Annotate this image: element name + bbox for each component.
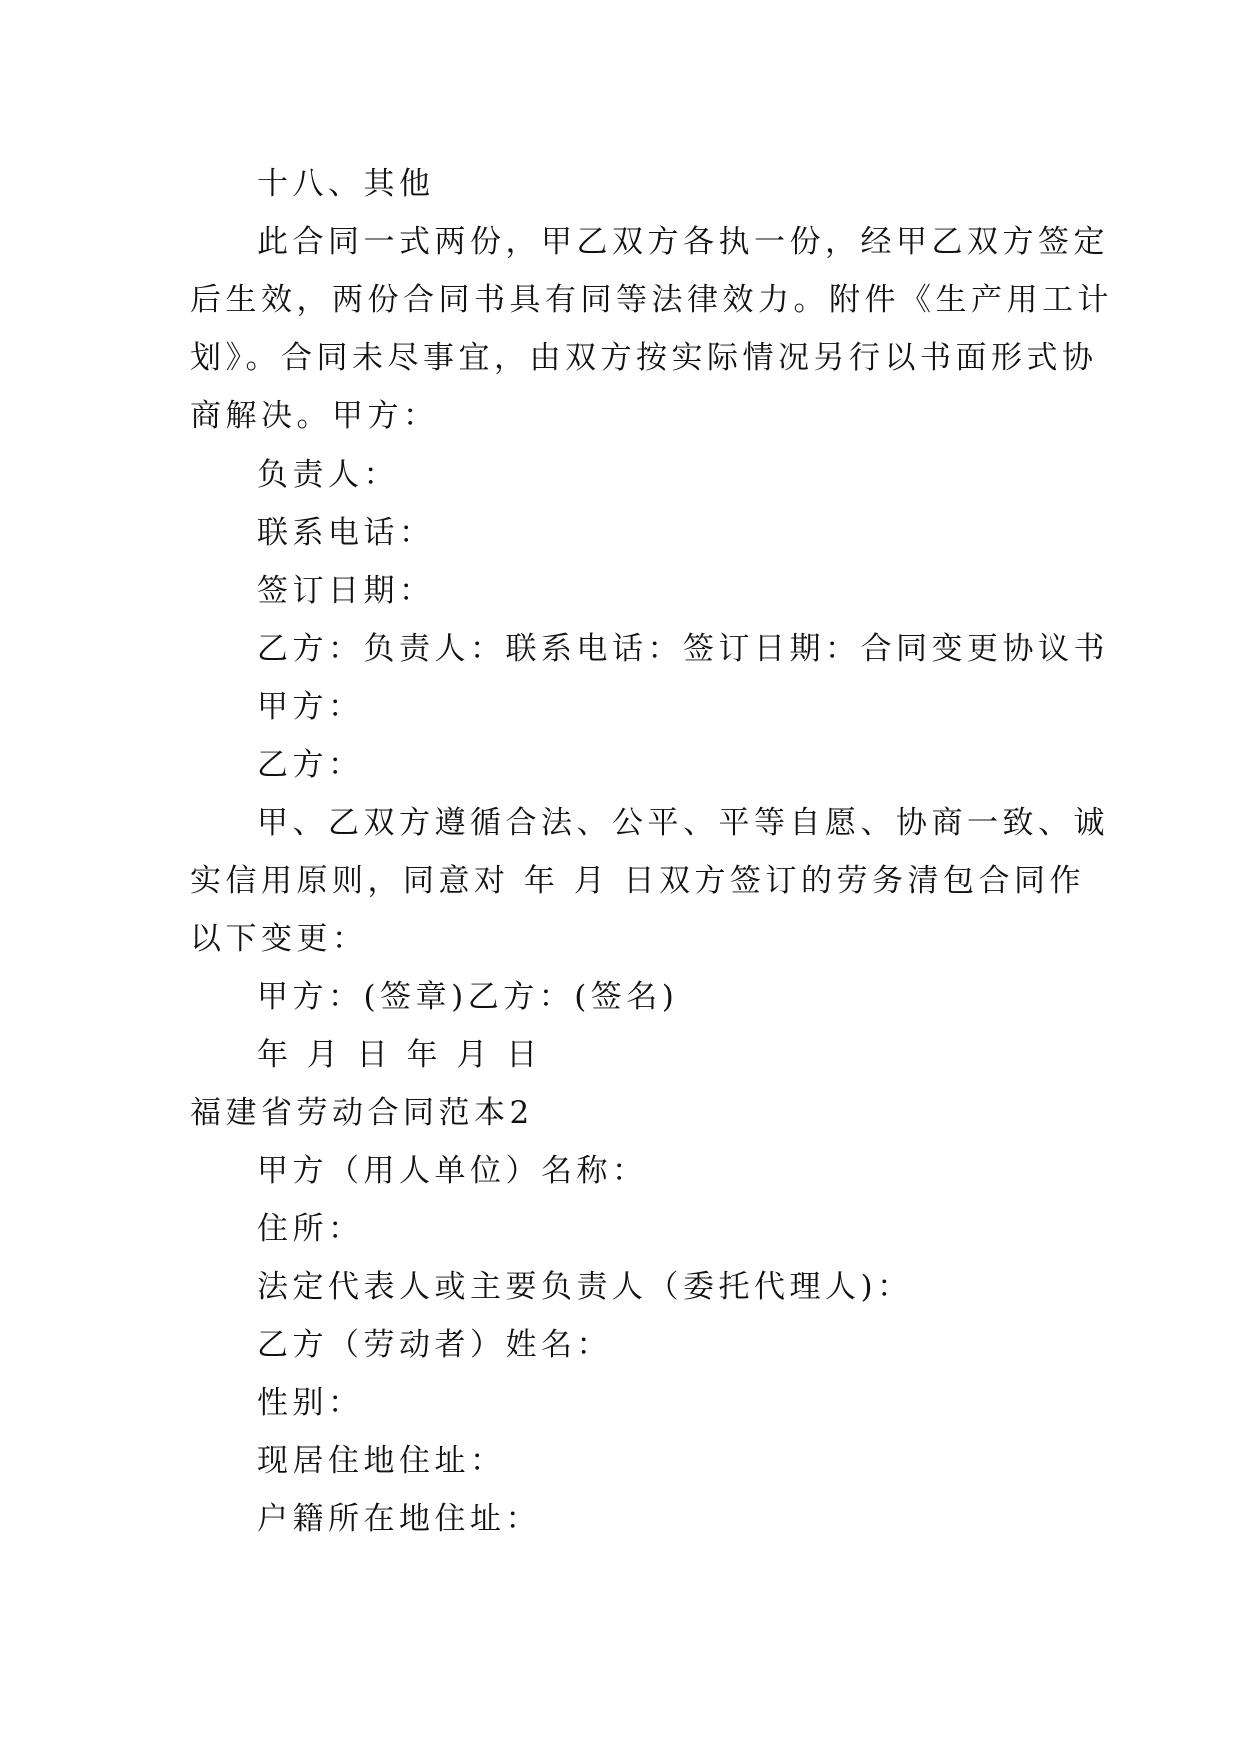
paragraph-line: 商解决。甲方：: [190, 398, 439, 434]
paragraph-line: 以下变更：: [190, 921, 368, 957]
paragraph-line: 甲、乙双方遵循合法、公平、平等自愿、协商一致、诚: [257, 805, 1109, 841]
household-address-label: 户籍所在地住址：: [257, 1501, 541, 1537]
party-b-label: 乙方：: [257, 747, 364, 783]
date-line: 年 月 日 年 月 日: [257, 1037, 542, 1073]
document-title: 福建省劳动合同范本2: [190, 1095, 534, 1131]
signature-line: 甲方：(签章)乙方：(签名): [257, 979, 679, 1015]
party-a-label: 甲方：: [257, 689, 364, 725]
responsible-person-label: 负责人：: [257, 457, 399, 493]
paragraph-line: 后生效，两份合同书具有同等法律效力。附件《生产用工计: [190, 282, 1113, 318]
signing-date-label: 签订日期：: [257, 573, 435, 609]
party-b-info-line: 乙方：负责人：联系电话：签订日期：合同变更协议书: [257, 631, 1109, 667]
paragraph-line: 实信用原则，同意对 年 月 日双方签订的劳务清包合同作: [190, 863, 1086, 899]
legal-representative-label: 法定代表人或主要负责人（委托代理人)：: [257, 1269, 913, 1305]
current-address-label: 现居住地住址：: [257, 1443, 506, 1479]
employee-name-label: 乙方（劳动者）姓名：: [257, 1327, 612, 1363]
contact-phone-label: 联系电话：: [257, 515, 435, 551]
paragraph-line: 此合同一式两份，甲乙双方各执一份，经甲乙双方签定: [257, 224, 1109, 260]
section-heading-other: 十八、其他: [257, 166, 435, 202]
address-label: 住所：: [257, 1211, 364, 1247]
employer-name-label: 甲方（用人单位）名称：: [257, 1153, 648, 1189]
paragraph-line: 划》。合同未尽事宜，由双方按实际情况另行以书面形式协: [190, 340, 1098, 376]
gender-label: 性别：: [257, 1385, 364, 1421]
